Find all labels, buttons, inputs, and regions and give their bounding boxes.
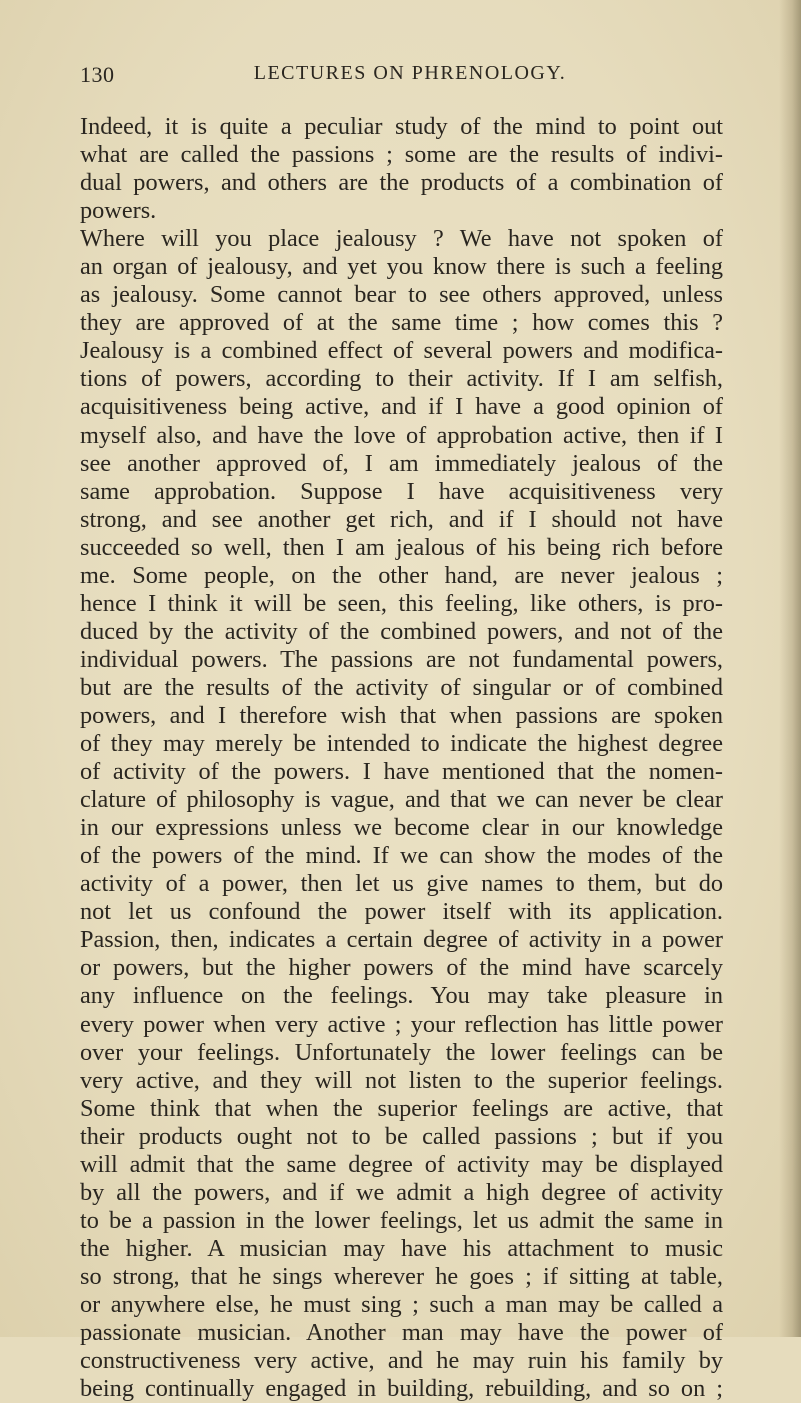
page-edge-shadow	[779, 0, 801, 1337]
text-line: or anywhere else, he must sing ; such a man may be called a	[80, 1290, 723, 1318]
text-line: see another approved of, I am immediately jealous of the	[80, 449, 723, 477]
text-line: tions of powers, according to their activity. If I am selfish,	[80, 365, 723, 393]
text-line: succeeded so well, then I am jealous of his being rich before	[80, 533, 723, 561]
text-line: Where will you place jealousy ? We have not spoken of	[80, 225, 723, 253]
text-line: powers, and I therefore wish that when passions are spoken	[80, 701, 723, 729]
text-line: in our expressions unless we become clear in our knowledge	[80, 814, 723, 842]
text-line: passionate musician. Another man may have the power of	[80, 1319, 723, 1347]
text-line: or powers, but the higher powers of the mind have scarcely	[80, 954, 723, 982]
page-number: 130	[80, 62, 115, 87]
text-line: very active, and they will not listen to the superior feelings.	[80, 1066, 723, 1094]
text-line: me. Some people, on the other hand, are never jealous ;	[80, 561, 723, 589]
text-line: any influence on the feelings. You may take pleasure in	[80, 982, 723, 1010]
text-line: myself also, and have the love of approbation active, then if I	[80, 421, 723, 449]
text-line: but are the results of the activity of singular or of combined	[80, 673, 723, 701]
text-line: every power when very active ; your reflection has little power	[80, 1010, 723, 1038]
text-line: constructiveness very active, and he may ruin his family by	[80, 1347, 723, 1375]
text-line: Passion, then, indicates a certain degree of activity in a power	[80, 926, 723, 954]
text-line: will admit that the same degree of activity may be displayed	[80, 1150, 723, 1178]
text-line: strong, and see another get rich, and if I should not have	[80, 505, 723, 533]
text-line: as jealousy. Some cannot bear to see others approved, unless	[80, 281, 723, 309]
text-line: by all the powers, and if we admit a high degree of activity	[80, 1178, 723, 1206]
text-line: being continually engaged in building, rebuilding, and so on ;	[80, 1375, 723, 1403]
text-line: dual powers, and others are the products of a combination of	[80, 169, 723, 197]
text-line: clature of philosophy is vague, and that we can never be clear	[80, 786, 723, 814]
text-line: Indeed, it is quite a peculiar study of the mind to point out	[80, 113, 723, 140]
text-line: same approbation. Suppose I have acquisitiveness very	[80, 477, 723, 505]
text-line: Jealousy is a combined effect of several powers and modifica-	[80, 337, 723, 365]
running-head: LECTURES ON PHRENOLOGY.	[253, 62, 567, 84]
text-line: powers.	[80, 197, 157, 225]
text-line: Some think that when the superior feelings are active, that	[80, 1094, 723, 1122]
text-line: their products ought not to be called passions ; but if you	[80, 1122, 723, 1150]
body-text	[80, 113, 723, 1403]
page-header	[80, 62, 720, 92]
text-line: hence I think it will be seen, this feeling, like others, is pro-	[80, 589, 723, 617]
text-line: individual powers. The passions are not fundamental powers,	[80, 645, 723, 673]
text-line: not let us confound the power itself with its application.	[80, 898, 723, 926]
text-line: activity of a power, then let us give names to them, but do	[80, 870, 723, 898]
text-line: acquisitiveness being active, and if I have a good opinion of	[80, 393, 723, 421]
text-line: so strong, that he sings wherever he goes ; if sitting at table,	[80, 1262, 723, 1290]
text-line: duced by the activity of the combined powers, and not of the	[80, 617, 723, 645]
text-line: of activity of the powers. I have mentioned that the nomen-	[80, 758, 723, 786]
text-line: they are approved of at the same time ; how comes this ?	[80, 309, 723, 337]
text-line: what are called the passions ; some are the results of indivi-	[80, 141, 723, 169]
text-line: over your feelings. Unfortunately the lower feelings can be	[80, 1038, 723, 1066]
text-line: an organ of jealousy, and yet you know there is such a feeling	[80, 253, 723, 281]
text-line: of they may merely be intended to indicate the highest degree	[80, 730, 723, 758]
text-line: of the powers of the mind. If we can show the modes of the	[80, 842, 723, 870]
text-line: to be a passion in the lower feelings, let us admit the same in	[80, 1206, 723, 1234]
text-line: the higher. A musician may have his attachment to music	[80, 1234, 723, 1262]
